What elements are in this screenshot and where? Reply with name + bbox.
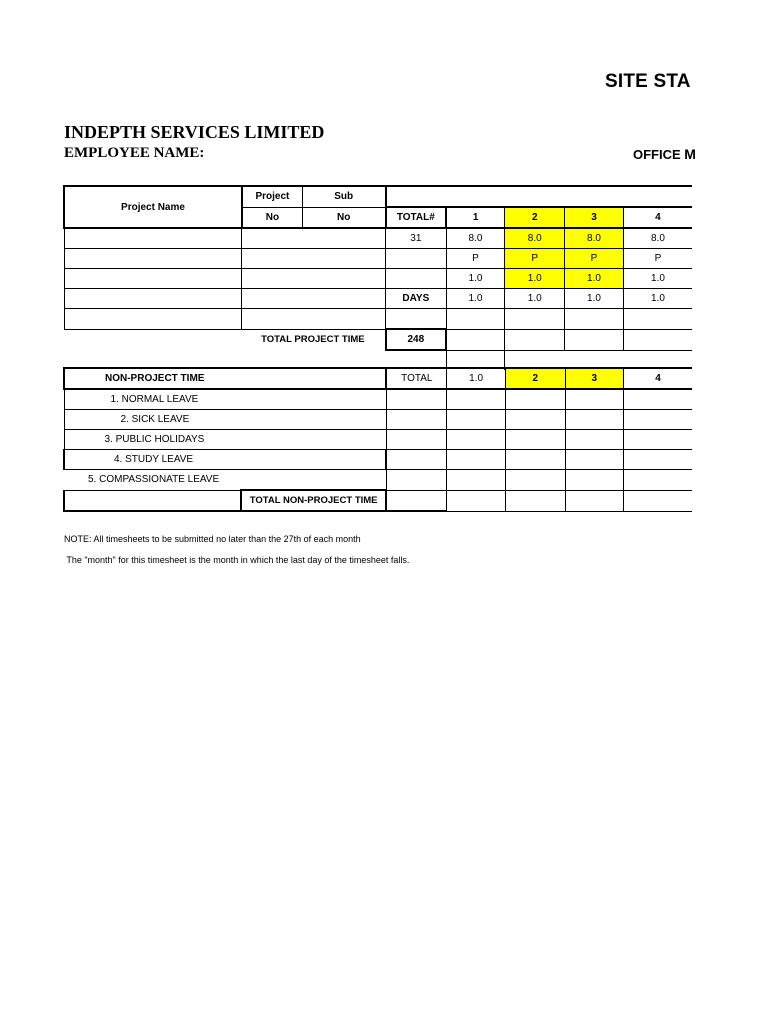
hours-total: 31 xyxy=(386,228,446,249)
total-np-blank xyxy=(64,490,241,511)
tpt-day-1 xyxy=(446,329,505,350)
leave-day-3[interactable] xyxy=(565,389,624,410)
leave-day-3[interactable] xyxy=(565,430,624,450)
total-project-time-row xyxy=(64,329,692,350)
site-banner-title: SITE STA xyxy=(605,71,691,92)
leave-row xyxy=(64,410,692,430)
leave-label-sick: 2. SICK LEAVE xyxy=(64,410,386,430)
leave-label-normal: 1. NORMAL LEAVE xyxy=(64,389,386,410)
blank-row xyxy=(64,309,692,330)
factor-day-4: 1.0 xyxy=(623,269,692,289)
factor-row xyxy=(64,269,692,289)
project-time-table xyxy=(63,185,692,370)
leave-label-compassionate: 5. COMPASSIONATE LEAVE xyxy=(64,470,386,491)
days-day-2: 1.0 xyxy=(505,289,565,309)
project-header-blank xyxy=(386,186,692,207)
leave-day-4[interactable] xyxy=(624,470,692,491)
total-header: TOTAL# xyxy=(386,207,446,228)
leave-day-1[interactable] xyxy=(447,470,506,491)
factor-total-cell xyxy=(386,269,446,289)
blank-day-4[interactable] xyxy=(623,309,692,330)
non-project-total-header: TOTAL xyxy=(386,368,446,389)
code-day-1[interactable]: P xyxy=(446,249,505,269)
total-np-day-1 xyxy=(447,490,506,511)
np-day-header-2: 2 xyxy=(506,368,566,389)
blank-day-3[interactable] xyxy=(565,309,624,330)
day-header-4: 4 xyxy=(623,207,692,228)
leave-day-3[interactable] xyxy=(565,450,624,470)
tpt-day-2 xyxy=(505,329,565,350)
leave-day-4[interactable] xyxy=(624,450,692,470)
project-number-cell[interactable] xyxy=(242,249,386,269)
tpt-day-3 xyxy=(565,329,624,350)
leave-row xyxy=(64,450,692,470)
np-day-header-4: 4 xyxy=(624,368,692,389)
hours-day-4[interactable]: 8.0 xyxy=(623,228,692,249)
code-total-cell xyxy=(386,249,446,269)
employee-name-label: EMPLOYEE NAME: xyxy=(64,145,205,161)
leave-day-2[interactable] xyxy=(506,410,566,430)
hours-day-1[interactable]: 8.0 xyxy=(446,228,505,249)
office-label-a: OFFICE xyxy=(633,147,685,162)
project-name-header: Project Name xyxy=(64,186,242,228)
leave-total xyxy=(386,430,446,450)
leave-day-3[interactable] xyxy=(565,470,624,491)
day-header-3: 3 xyxy=(565,207,624,228)
office-label-b: M xyxy=(684,146,696,162)
leave-total xyxy=(386,470,446,491)
hours-day-2[interactable]: 8.0 xyxy=(505,228,565,249)
project-no-header-top: Project xyxy=(242,186,302,207)
project-number-cell[interactable] xyxy=(242,309,386,330)
hours-row xyxy=(64,228,692,249)
blank-total-cell xyxy=(386,309,446,330)
leave-row xyxy=(64,470,692,491)
leave-row xyxy=(64,389,692,410)
total-np-total xyxy=(386,490,446,511)
total-non-project-row xyxy=(64,490,692,511)
tpt-day-4 xyxy=(623,329,692,350)
leave-day-1[interactable] xyxy=(447,430,506,450)
day-header-1: 1 xyxy=(446,207,505,228)
sub-no-header-bottom: No xyxy=(302,207,385,228)
leave-day-1[interactable] xyxy=(447,410,506,430)
total-np-day-3 xyxy=(565,490,624,511)
leave-day-2[interactable] xyxy=(506,450,566,470)
leave-day-1[interactable] xyxy=(447,389,506,410)
days-day-1: 1.0 xyxy=(446,289,505,309)
code-row xyxy=(64,249,692,269)
factor-day-1: 1.0 xyxy=(446,269,505,289)
company-name: INDEPTH SERVICES LIMITED xyxy=(64,122,325,142)
leave-day-2[interactable] xyxy=(506,389,566,410)
leave-total xyxy=(386,389,446,410)
sub-no-header-top: Sub xyxy=(302,186,385,207)
note-line-2: The "month" for this timesheet is the month in which the last day of the timesheet falls. xyxy=(64,555,410,565)
total-non-project-time-label: TOTAL NON-PROJECT TIME xyxy=(241,490,387,511)
leave-label-public-holidays: 3. PUBLIC HOLIDAYS xyxy=(64,430,386,450)
days-row xyxy=(64,289,692,309)
leave-total xyxy=(386,410,446,430)
office-label xyxy=(633,146,696,162)
days-day-4: 1.0 xyxy=(623,289,692,309)
days-day-3: 1.0 xyxy=(565,289,624,309)
total-np-day-4 xyxy=(624,490,692,511)
non-project-time-table xyxy=(63,367,692,512)
total-project-time-value: 248 xyxy=(386,329,446,350)
project-number-cell[interactable] xyxy=(242,269,386,289)
leave-day-4[interactable] xyxy=(624,430,692,450)
leave-row xyxy=(64,430,692,450)
code-day-4[interactable]: P xyxy=(623,249,692,269)
leave-day-3[interactable] xyxy=(565,410,624,430)
code-day-3[interactable]: P xyxy=(565,249,624,269)
project-name-cell[interactable] xyxy=(64,289,242,309)
leave-day-4[interactable] xyxy=(624,410,692,430)
day-header-2: 2 xyxy=(505,207,565,228)
np-day-header-3: 3 xyxy=(565,368,624,389)
factor-day-3: 1.0 xyxy=(565,269,624,289)
np-header-col-1: 1.0 xyxy=(447,368,506,389)
blank-day-1[interactable] xyxy=(446,309,505,330)
project-number-cell[interactable] xyxy=(242,228,386,249)
leave-total xyxy=(386,450,446,470)
leave-day-4[interactable] xyxy=(624,389,692,410)
total-project-time-label: TOTAL PROJECT TIME xyxy=(261,334,365,346)
project-name-cell[interactable] xyxy=(64,309,242,330)
days-label: DAYS xyxy=(386,289,446,309)
leave-day-1[interactable] xyxy=(447,450,506,470)
project-number-cell[interactable] xyxy=(242,289,386,309)
hours-day-3[interactable]: 8.0 xyxy=(565,228,624,249)
project-name-cell[interactable] xyxy=(64,249,242,269)
project-name-cell[interactable] xyxy=(64,269,242,289)
code-day-2[interactable]: P xyxy=(505,249,565,269)
blank-day-2[interactable] xyxy=(505,309,565,330)
total-np-day-2 xyxy=(506,490,566,511)
project-name-cell[interactable] xyxy=(64,228,242,249)
factor-day-2: 1.0 xyxy=(505,269,565,289)
leave-day-2[interactable] xyxy=(506,430,566,450)
leave-day-2[interactable] xyxy=(506,470,566,491)
leave-label-study: 4. STUDY LEAVE xyxy=(64,450,386,470)
project-no-header-bottom: No xyxy=(242,207,302,228)
non-project-time-header: NON-PROJECT TIME xyxy=(64,368,386,389)
note-line-1: NOTE: All timesheets to be submitted no later than the 27th of each month xyxy=(64,534,361,544)
